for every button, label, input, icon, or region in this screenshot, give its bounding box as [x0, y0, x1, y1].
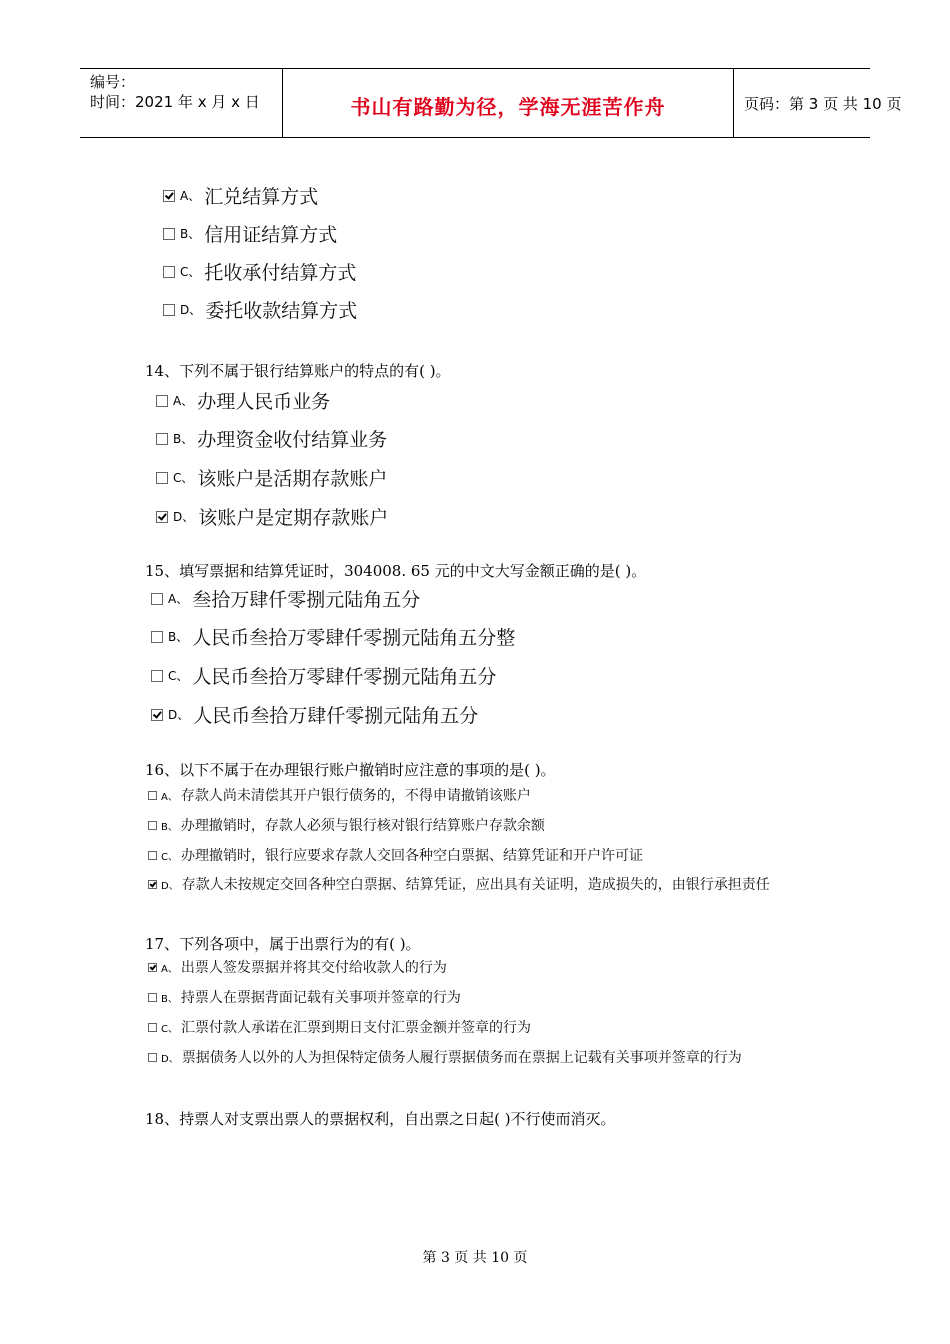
option-text: 办理资金收付结算业务: [197, 429, 388, 451]
option-letter: A、: [161, 963, 178, 975]
header-right-cell: [734, 69, 902, 137]
option-text: 该账户是定期存款账户: [198, 507, 389, 529]
q16-option-b[interactable]: [148, 815, 545, 835]
checkbox-icon[interactable]: [156, 472, 168, 484]
checkbox-checked-icon[interactable]: [148, 880, 157, 889]
checkbox-icon[interactable]: [148, 791, 157, 800]
option-letter: A、: [173, 394, 194, 408]
checkbox-icon[interactable]: [163, 228, 175, 240]
option-text: 办理撤销时，存款人必须与银行核对银行结算账户存款余额: [180, 818, 545, 834]
checkbox-checked-icon[interactable]: [156, 511, 168, 523]
option-text: 汇票付款人承诺在汇票到期日支付汇票金额并签章的行为: [180, 1020, 531, 1036]
document-time-label: 时间：2021 年 x 月 x 日: [90, 93, 260, 111]
page-footer: 第 3 页 共 10 页: [422, 1250, 528, 1266]
option-text: 信用证结算方式: [204, 224, 338, 246]
q16-option-a[interactable]: [148, 785, 531, 805]
q17-option-d[interactable]: [148, 1047, 742, 1067]
q14-option-d[interactable]: [156, 503, 390, 530]
q17-option-c[interactable]: [148, 1017, 531, 1037]
option-text: 该账户是活期存款账户: [197, 468, 388, 490]
option-letter: D、: [180, 303, 202, 317]
option-letter: B、: [180, 227, 201, 241]
option-letter: A、: [180, 189, 201, 203]
q16-option-c[interactable]: [148, 845, 643, 865]
q13-option-d[interactable]: [163, 296, 357, 323]
q15-option-d[interactable]: [151, 701, 478, 728]
option-text: 人民币叁拾万肆仟零捌元陆角五分: [193, 705, 479, 727]
q15-option-c[interactable]: [151, 662, 496, 689]
question-14: 14、下列不属于银行结算账户的特点的有( )。: [145, 362, 451, 380]
option-letter: D、: [168, 708, 190, 722]
option-text: 叁拾万肆仟零捌元陆角五分: [192, 589, 421, 611]
q14-option-b[interactable]: [156, 425, 390, 452]
option-letter: D、: [161, 880, 179, 892]
q15-option-a[interactable]: [151, 585, 420, 612]
checkbox-icon[interactable]: [151, 631, 163, 643]
option-text: 存款人未按规定交回各种空白票据、结算凭证，应出具有关证明，造成损失的，由银行承担责任: [181, 877, 770, 893]
option-text: 人民币叁拾万零肆仟零捌元陆角五分: [192, 666, 497, 688]
option-text: 托收承付结算方式: [204, 262, 357, 284]
checkbox-icon[interactable]: [148, 851, 157, 860]
q16-option-d[interactable]: [148, 874, 770, 894]
checkbox-icon[interactable]: [151, 670, 163, 682]
checkbox-icon[interactable]: [156, 395, 168, 407]
option-letter: C、: [173, 471, 194, 485]
question-18: 18、持票人对支票出票人的票据权利，自出票之日起( )不行使而消灭。: [145, 1110, 616, 1128]
option-letter: A、: [168, 592, 189, 606]
option-letter: A、: [161, 791, 178, 803]
q13-option-b[interactable]: [163, 220, 337, 247]
checkbox-icon[interactable]: [148, 1023, 157, 1032]
option-text: 存款人尚未清偿其开户银行债务的，不得申请撤销该账户: [180, 788, 531, 804]
checkbox-checked-icon[interactable]: [163, 190, 175, 202]
option-letter: B、: [161, 993, 178, 1005]
q15-option-b[interactable]: [151, 623, 515, 650]
page-header: [80, 68, 902, 138]
option-text: 票据债务人以外的人为担保特定债务人履行票据债务而在票据上记载有关事项并签章的行为: [181, 1050, 742, 1066]
q14-option-c[interactable]: [156, 464, 390, 491]
header-page-label: 页码：第 3 页 共 10 页: [744, 95, 902, 113]
option-text: 持票人在票据背面记载有关事项并签章的行为: [180, 990, 461, 1006]
checkbox-checked-icon[interactable]: [151, 709, 163, 721]
header-middle-cell: [282, 69, 734, 137]
q14-option-a[interactable]: [156, 387, 330, 414]
question-15: 15、填写票据和结算凭证时，304008. 65 元的中文大写金额正确的是( )。: [145, 562, 647, 580]
question-17: 17、下列各项中，属于出票行为的有( )。: [145, 935, 421, 953]
option-text: 汇兑结算方式: [204, 186, 319, 208]
checkbox-icon[interactable]: [148, 993, 157, 1002]
option-letter: D、: [161, 1053, 179, 1065]
option-text: 办理人民币业务: [197, 391, 331, 413]
checkbox-icon[interactable]: [163, 266, 175, 278]
option-text: 委托收款结算方式: [205, 300, 358, 322]
option-letter: C、: [161, 851, 178, 863]
option-text: 出票人签发票据并将其交付给收款人的行为: [180, 960, 447, 976]
option-letter: B、: [173, 432, 194, 446]
option-letter: B、: [161, 821, 178, 833]
checkbox-icon[interactable]: [156, 433, 168, 445]
q13-option-c[interactable]: [163, 258, 356, 285]
option-letter: C、: [161, 1023, 178, 1035]
checkbox-icon[interactable]: [163, 304, 175, 316]
q17-option-b[interactable]: [148, 987, 461, 1007]
option-text: 人民币叁拾万零肆仟零捌元陆角五分整: [192, 627, 516, 649]
question-16: 16、以下不属于在办理银行账户撤销时应注意的事项的是( )。: [145, 761, 556, 779]
option-letter: B、: [168, 630, 189, 644]
option-text: 办理撤销时，银行应要求存款人交回各种空白票据、结算凭证和开户许可证: [180, 848, 643, 864]
checkbox-icon[interactable]: [148, 1053, 157, 1062]
option-letter: C、: [168, 669, 189, 683]
document-number-label: 编号：: [90, 73, 136, 91]
option-letter: D、: [173, 510, 195, 524]
option-letter: C、: [180, 265, 201, 279]
checkbox-checked-icon[interactable]: [148, 963, 157, 972]
checkbox-icon[interactable]: [151, 593, 163, 605]
header-motto: 书山有路勤为径，学海无涯苦作舟: [350, 95, 666, 119]
q17-option-a[interactable]: [148, 957, 447, 977]
q13-option-a[interactable]: [163, 182, 318, 209]
checkbox-icon[interactable]: [148, 821, 157, 830]
header-left-cell: [80, 69, 282, 137]
